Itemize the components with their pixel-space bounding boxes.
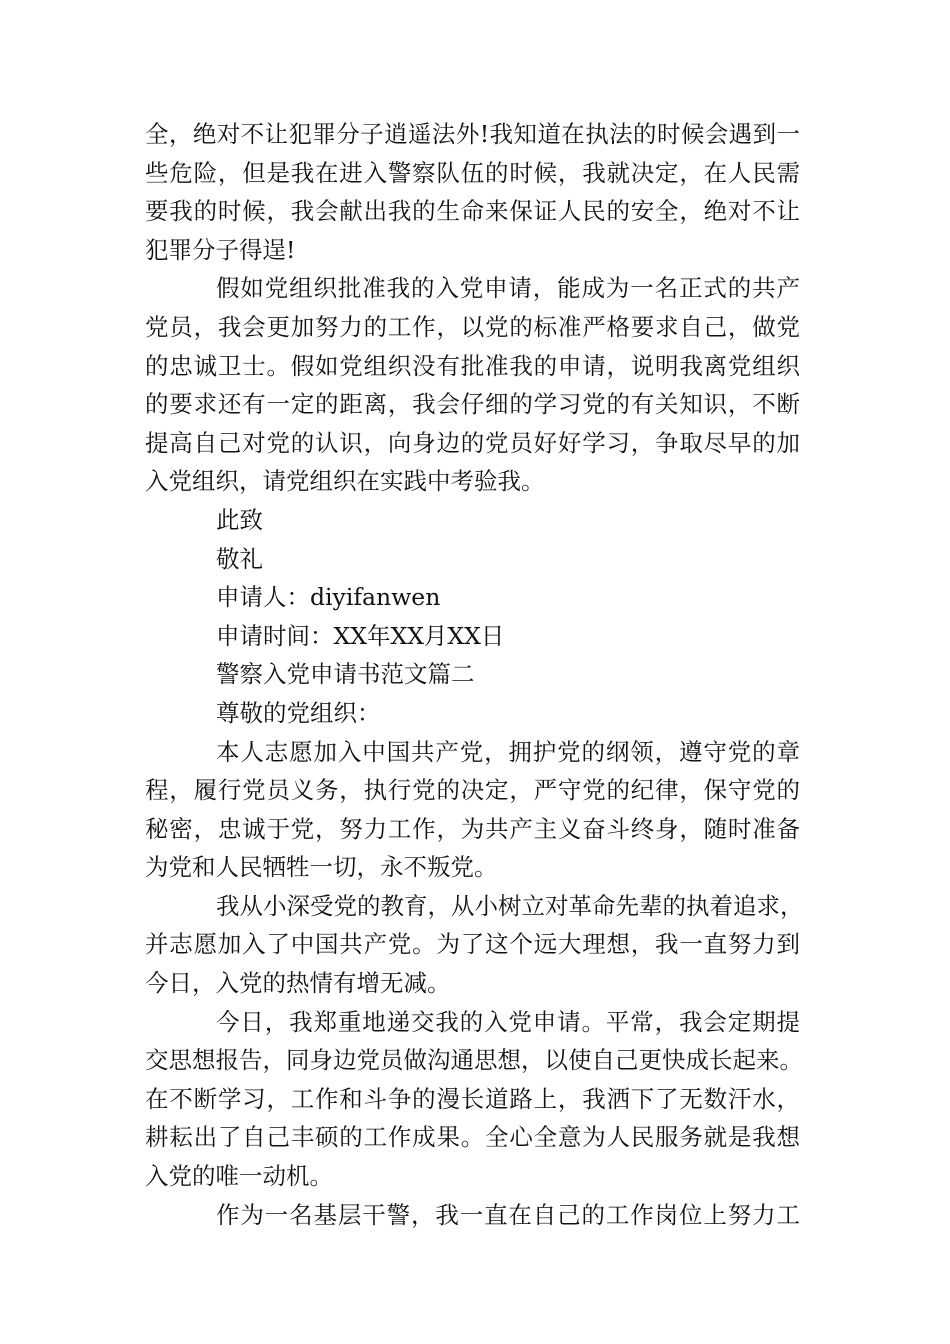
text-line: 作为一名基层干警，我一直在自己的工作岗位上努力工 [216,1200,800,1229]
text-line: 全，绝对不让犯罪分子逍遥法外!我知道在执法的时候会遇到一 [145,120,800,148]
text-line: 我从小深受党的教育，从小树立对革命先辈的执着追求， [216,891,804,920]
text-line: 犯罪分子得逞! [145,235,296,264]
document-body [145,115,804,1234]
closing-salutation: 此致 [216,505,263,534]
application-date: 申请时间：XX年XX月XX日 [216,621,505,650]
text-line: 的要求还有一定的距离，我会仔细的学习党的有关知识，不断 [145,390,800,419]
closing-regards: 敬礼 [216,544,263,573]
text-line: 假如党组织批准我的入党申请，能成为一名正式的共产 [216,274,800,303]
text-line: 入党组织，请党组织在实践中考验我。 [145,467,545,496]
text-line: 在不断学习，工作和斗争的漫长道路上，我洒下了无数汗水， [145,1084,800,1113]
text-line: 程，履行党员义务，执行党的决定，严守党的纪律，保守党的 [145,776,800,805]
text-line: 为党和人民牺牲一切，永不叛党。 [145,853,498,882]
text-line: 耕耘出了自己丰硕的工作成果。全心全意为人民服务就是我想 [145,1123,800,1152]
text-line: 提高自己对党的认识，向身边的党员好好学习，争取尽早的加 [145,428,800,457]
text-line: 秘密，忠诚于党，努力工作，为共产主义奋斗终身，随时准备 [145,814,800,843]
text-line: 要我的时候，我会献出我的生命来保证人民的安全，绝对不让 [145,197,800,226]
text-line: 并志愿加入了中国共产党。为了这个远大理想，我一直努力到 [145,930,800,959]
applicant-name: 申请人：diyifanwen [216,583,441,612]
text-line: 党员，我会更加努力的工作，以党的标准严格要求自己，做党 [145,312,800,341]
text-line: 交思想报告，同身边党员做沟通思想，以使自己更快成长起来。 [145,1046,803,1075]
text-line: 今日，入党的热情有增无减。 [145,969,451,998]
text-line: 的忠诚卫士。假如党组织没有批准我的申请，说明我离党组织 [145,351,800,380]
text-line: 今日，我郑重地递交我的入党申请。平常，我会定期提 [216,1007,800,1036]
text-line: 本人志愿加入中国共产党，拥护党的纲领，遵守党的章 [216,737,800,766]
greeting: 尊敬的党组织： [216,698,381,727]
text-line: 入党的唯一动机。 [145,1162,333,1191]
text-line: 些危险，但是我在进入警察队伍的时候，我就决定，在人民需 [145,158,800,187]
section-title: 警察入党申请书范文篇二 [216,660,475,689]
